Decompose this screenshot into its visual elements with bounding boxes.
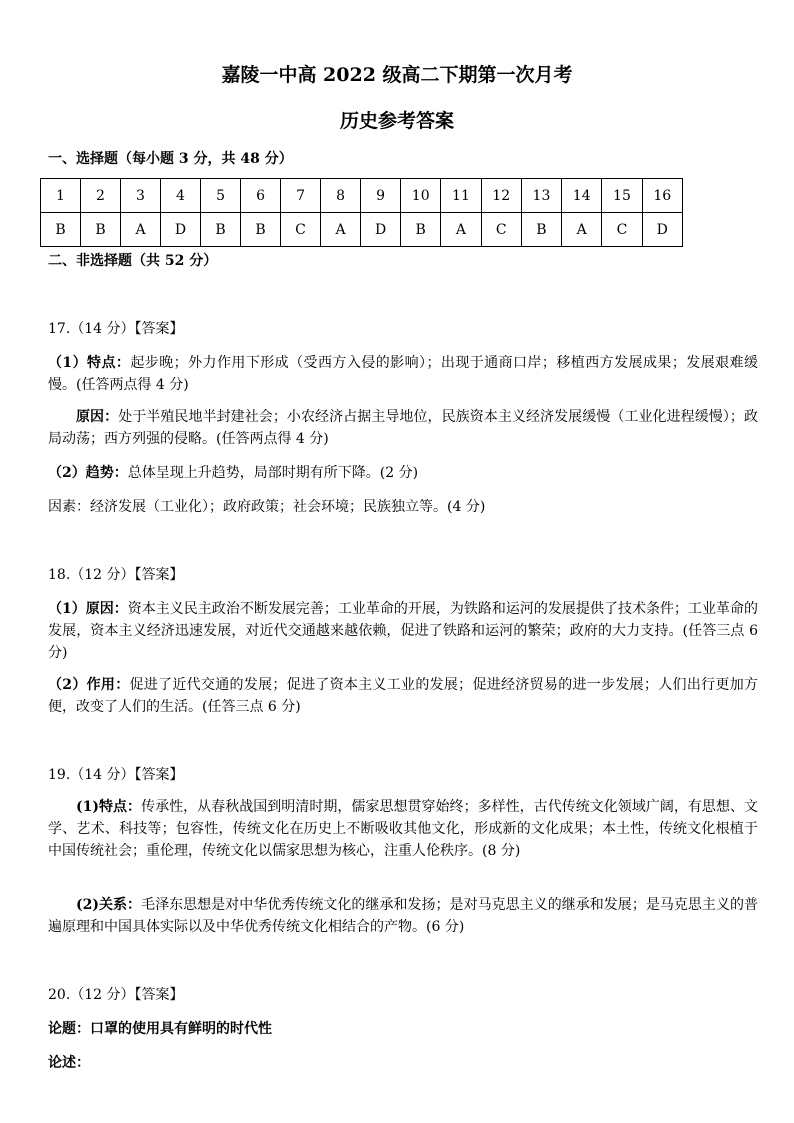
question-number-cell: 6	[241, 179, 281, 213]
q18-part1-label: （1）原因：	[48, 601, 128, 617]
question-number-cell: 12	[481, 179, 521, 213]
question-number-cell: 16	[642, 179, 682, 213]
q18-header: 18.（12 分）【答案】	[48, 567, 184, 583]
q17-factors: 因素：经济发展（工业化）；政府政策；社会环境；民族独立等。(4 分)	[48, 499, 486, 515]
answer-cell: C	[481, 213, 521, 247]
answer-cell: B	[41, 213, 81, 247]
page-subtitle: 历史参考答案	[339, 110, 454, 132]
answer-cell: D	[361, 213, 401, 247]
question-number-cell: 4	[161, 179, 201, 213]
page-title: 嘉陵一中高 2022 级高二下期第一次月考	[221, 64, 573, 86]
answer-cell: A	[562, 213, 602, 247]
answer-cell: B	[241, 213, 281, 247]
choice-answer-table	[40, 178, 683, 247]
question-number-cell: 9	[361, 179, 401, 213]
q17-part2	[48, 462, 758, 484]
answer-cell: D	[161, 213, 201, 247]
question-number-cell: 10	[401, 179, 441, 213]
q20-header: 20.（12 分）【答案】	[48, 987, 184, 1003]
q19-part2-text: 毛泽东思想是对中华优秀传统文化的继承和发扬；是对马克思主义的继承和发展；是马克思主义的普遍原理和中国具体实际以及中华优秀传统文化相结合的产物。(6 分)	[48, 897, 758, 935]
answer-cell: C	[602, 213, 642, 247]
question-number-cell: 2	[81, 179, 121, 213]
question-number-cell: 8	[321, 179, 361, 213]
q17-header: 17.（14 分）【答案】	[48, 321, 184, 337]
answer-cell: A	[441, 213, 481, 247]
q19-part1	[48, 796, 758, 862]
q17-part2-label: （2）趋势：	[48, 465, 128, 481]
q19-header: 19.（14 分）【答案】	[48, 767, 184, 783]
table-row-numbers	[41, 179, 683, 213]
section1-heading: 一、选择题（每小题 3 分，共 48 分）	[48, 151, 293, 167]
q20-argument: 论述：	[48, 1055, 90, 1071]
table-row-answers	[41, 213, 683, 247]
answer-cell: D	[642, 213, 682, 247]
question-number-cell: 3	[121, 179, 161, 213]
answer-cell: A	[121, 213, 161, 247]
question-number-cell: 7	[281, 179, 321, 213]
q18-part1	[48, 598, 758, 664]
q19-part1-text: 传承性，从春秋战国到明清时期，儒家思想贯穿始终；多样性，古代传统文化领域广阔，有思想、文学、艺术、科技等；包容性，传统文化在历史上不断吸收其他文化，形成新的文化成果；本土性，传统文化根植于中国传统社会；重伦理，传统文化以儒家思想为核心，注重人伦秩序。(8 分)	[48, 799, 758, 859]
answer-cell: B	[401, 213, 441, 247]
q17-reason-label: 原因：	[76, 409, 119, 425]
q19-part1-label: (1)特点：	[76, 799, 142, 815]
q17-part2-text: 总体呈现上升趋势，局部时期有所下降。(2 分)	[127, 465, 419, 481]
q17-part1-label: （1）特点：	[48, 355, 131, 371]
q18-part2-label: （2）作用：	[48, 677, 130, 693]
answer-cell: B	[81, 213, 121, 247]
q18-part1-text: 资本主义民主政治不断发展完善；工业革命的开展，为铁路和运河的发展提供了技术条件；工业革命的发展，资本主义经济迅速发展，对近代交通越来越依赖，促进了铁路和运河的繁荣；政府的大力支持。(任答三点 6 分)	[48, 601, 758, 661]
q17-reason	[48, 406, 758, 450]
q19-part2-label: (2)关系：	[76, 897, 142, 913]
question-number-cell: 13	[521, 179, 561, 213]
question-number-cell: 5	[201, 179, 241, 213]
q19-part2	[48, 894, 758, 938]
question-number-cell: 14	[562, 179, 602, 213]
answer-cell: B	[521, 213, 561, 247]
answer-cell: C	[281, 213, 321, 247]
q20-thesis: 论题：口罩的使用具有鲜明的时代性	[48, 1021, 272, 1037]
q17-reason-text: 处于半殖民地半封建社会；小农经济占据主导地位，民族资本主义经济发展缓慢（工业化进程缓慢）；政局动荡；西方列强的侵略。(任答两点得 4 分)	[48, 409, 758, 447]
answer-cell: A	[321, 213, 361, 247]
q18-part2-text: 促进了近代交通的发展；促进了资本主义工业的发展；促进经济贸易的进一步发展；人们出行更加方便，改变了人们的生活。(任答三点 6 分)	[48, 677, 759, 715]
section2-heading: 二、非选择题（共 52 分）	[48, 253, 218, 269]
q17-part1	[48, 352, 758, 396]
q17-part1-text: 起步晚；外力作用下形成（受西方入侵的影响）；出现于通商口岸；移植西方发展成果；发展艰难缓慢。(任答两点得 4 分)	[48, 355, 758, 393]
question-number-cell: 11	[441, 179, 481, 213]
question-number-cell: 1	[41, 179, 81, 213]
answer-cell: B	[201, 213, 241, 247]
question-number-cell: 15	[602, 179, 642, 213]
q18-part2	[48, 674, 758, 718]
